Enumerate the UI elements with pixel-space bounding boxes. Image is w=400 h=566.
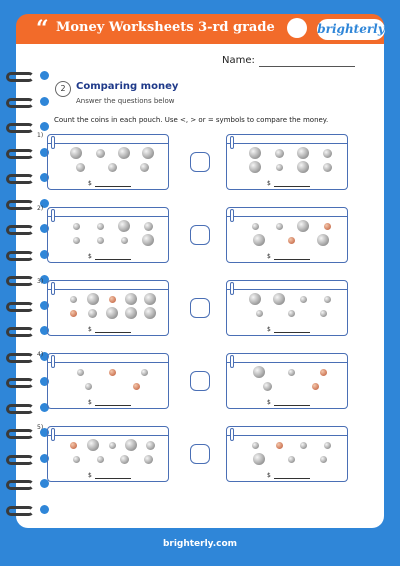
silver-coin-icon	[87, 439, 99, 451]
spiral-ring	[6, 506, 34, 516]
silver-coin-icon	[144, 222, 153, 231]
brighterly-logo: brighterly	[317, 19, 385, 40]
silver-coin-icon	[120, 455, 129, 464]
spiral-ring	[6, 251, 34, 261]
answer-line[interactable]	[274, 405, 310, 406]
silver-coin-icon	[118, 220, 130, 232]
binding-hole	[40, 505, 49, 514]
silver-coin-icon	[144, 307, 156, 319]
zipper-clip-icon	[230, 282, 234, 295]
binding-hole	[40, 122, 49, 131]
silver-coin-icon	[97, 237, 104, 244]
silver-coin-icon	[320, 310, 327, 317]
dollar-sign: $	[88, 472, 92, 479]
silver-coin-icon	[96, 149, 105, 158]
silver-coin-icon	[276, 223, 283, 230]
pouch-left	[47, 280, 169, 336]
silver-coin-icon	[252, 442, 259, 449]
zipper-clip-icon	[51, 136, 55, 149]
silver-coin-icon	[253, 234, 265, 246]
copper-coin-icon	[276, 442, 283, 449]
silver-coin-icon	[70, 296, 77, 303]
section-subtitle: Answer the questions below	[76, 97, 175, 105]
silver-coin-icon	[88, 309, 97, 318]
silver-coin-icon	[276, 164, 283, 171]
name-label: Name:	[222, 55, 255, 66]
zipper-clip-icon	[51, 428, 55, 441]
pouch-left	[47, 134, 169, 190]
spiral-ring	[6, 404, 34, 414]
zipper-clip-icon	[51, 355, 55, 368]
comparison-box[interactable]	[190, 298, 210, 318]
silver-coin-icon	[70, 147, 82, 159]
answer-line[interactable]	[274, 478, 310, 479]
spiral-ring	[6, 353, 34, 363]
answer-line[interactable]	[274, 186, 310, 187]
comparison-box[interactable]	[190, 444, 210, 464]
silver-coin-icon	[76, 163, 85, 172]
problem-number: 5)	[37, 424, 44, 431]
silver-coin-icon	[297, 147, 309, 159]
dollar-sign: $	[88, 253, 92, 260]
worksheet-title: Money Worksheets 3-rd grade	[56, 20, 275, 35]
silver-coin-icon	[125, 439, 137, 451]
step-number: 2	[55, 81, 71, 97]
silver-coin-icon	[118, 147, 130, 159]
silver-coin-icon	[77, 369, 84, 376]
spiral-ring	[6, 123, 34, 133]
pouch-left	[47, 207, 169, 263]
dollar-sign: $	[267, 253, 271, 260]
binding-hole	[40, 71, 49, 80]
pouch-left	[47, 353, 169, 409]
silver-coin-icon	[320, 456, 327, 463]
dollar-sign: $	[267, 180, 271, 187]
spiral-ring	[6, 455, 34, 465]
copper-coin-icon	[70, 442, 77, 449]
copper-coin-icon	[320, 369, 327, 376]
silver-coin-icon	[275, 149, 284, 158]
dollar-sign: $	[88, 326, 92, 333]
silver-coin-icon	[73, 456, 80, 463]
spiral-ring	[6, 429, 34, 439]
answer-line[interactable]	[95, 186, 131, 187]
header-circle-decoration	[287, 18, 307, 38]
pouch-right	[226, 426, 348, 482]
answer-line[interactable]	[95, 259, 131, 260]
spiral-ring	[6, 327, 34, 337]
silver-coin-icon	[252, 223, 259, 230]
silver-coin-icon	[253, 453, 265, 465]
comparison-box[interactable]	[190, 152, 210, 172]
silver-coin-icon	[121, 237, 128, 244]
silver-coin-icon	[97, 223, 104, 230]
silver-coin-icon	[106, 307, 118, 319]
spiral-ring	[6, 225, 34, 235]
silver-coin-icon	[253, 366, 265, 378]
problem-number: 2)	[37, 205, 44, 212]
comparison-box[interactable]	[190, 225, 210, 245]
silver-coin-icon	[273, 293, 285, 305]
silver-coin-icon	[144, 455, 153, 464]
silver-coin-icon	[85, 383, 92, 390]
silver-coin-icon	[263, 382, 272, 391]
binding-hole	[40, 97, 49, 106]
silver-coin-icon	[323, 149, 332, 158]
copper-coin-icon	[109, 369, 116, 376]
copper-coin-icon	[109, 296, 116, 303]
dollar-sign: $	[267, 399, 271, 406]
silver-coin-icon	[140, 163, 149, 172]
answer-line[interactable]	[274, 259, 310, 260]
dollar-sign: $	[267, 326, 271, 333]
spiral-ring	[6, 98, 34, 108]
spiral-ring	[6, 72, 34, 82]
pouch-left	[47, 426, 169, 482]
silver-coin-icon	[288, 456, 295, 463]
answer-line[interactable]	[95, 405, 131, 406]
spiral-ring	[6, 276, 34, 286]
spiral-ring	[6, 149, 34, 159]
zipper-clip-icon	[230, 209, 234, 222]
problem-number: 3)	[37, 278, 44, 285]
copper-coin-icon	[312, 383, 319, 390]
footer-url: brighterly.com	[162, 539, 238, 549]
copper-coin-icon	[133, 383, 140, 390]
silver-coin-icon	[324, 296, 331, 303]
pouch-right	[226, 207, 348, 263]
silver-coin-icon	[323, 163, 332, 172]
worksheet-header	[16, 14, 384, 44]
pouch-right	[226, 353, 348, 409]
zipper-clip-icon	[230, 136, 234, 149]
quote-mark-icon: “	[36, 16, 49, 42]
silver-coin-icon	[144, 293, 156, 305]
silver-coin-icon	[300, 296, 307, 303]
silver-coin-icon	[297, 220, 309, 232]
zipper-clip-icon	[51, 209, 55, 222]
problem-number: 1)	[37, 132, 44, 139]
section-title: Comparing money	[76, 81, 179, 92]
silver-coin-icon	[317, 234, 329, 246]
silver-coin-icon	[125, 307, 137, 319]
zipper-clip-icon	[51, 282, 55, 295]
silver-coin-icon	[73, 223, 80, 230]
silver-coin-icon	[256, 310, 263, 317]
copper-coin-icon	[70, 310, 77, 317]
silver-coin-icon	[249, 147, 261, 159]
spiral-ring	[6, 480, 34, 490]
silver-coin-icon	[125, 293, 137, 305]
spiral-ring	[6, 378, 34, 388]
name-line	[259, 66, 355, 67]
silver-coin-icon	[146, 441, 155, 450]
silver-coin-icon	[324, 442, 331, 449]
copper-coin-icon	[324, 223, 331, 230]
silver-coin-icon	[249, 161, 261, 173]
zipper-clip-icon	[230, 355, 234, 368]
silver-coin-icon	[109, 442, 116, 449]
silver-coin-icon	[288, 369, 295, 376]
silver-coin-icon	[97, 456, 104, 463]
dollar-sign: $	[88, 399, 92, 406]
answer-line[interactable]	[274, 332, 310, 333]
silver-coin-icon	[249, 293, 261, 305]
copper-coin-icon	[288, 237, 295, 244]
silver-coin-icon	[142, 147, 154, 159]
answer-line[interactable]	[95, 478, 131, 479]
spiral-ring	[6, 200, 34, 210]
silver-coin-icon	[142, 234, 154, 246]
zipper-clip-icon	[230, 428, 234, 441]
pouch-right	[226, 280, 348, 336]
worksheet-page	[16, 44, 384, 528]
spiral-ring	[6, 174, 34, 184]
answer-line[interactable]	[95, 332, 131, 333]
silver-coin-icon	[108, 163, 117, 172]
problem-number: 4)	[37, 351, 44, 358]
silver-coin-icon	[87, 293, 99, 305]
silver-coin-icon	[300, 442, 307, 449]
pouch-right	[226, 134, 348, 190]
instruction-text: Count the coins in each pouch. Use <, > or = symbols to compare the money.	[54, 116, 329, 124]
spiral-ring	[6, 302, 34, 312]
comparison-box[interactable]	[190, 371, 210, 391]
silver-coin-icon	[73, 237, 80, 244]
dollar-sign: $	[267, 472, 271, 479]
silver-coin-icon	[141, 369, 148, 376]
silver-coin-icon	[297, 161, 309, 173]
dollar-sign: $	[88, 180, 92, 187]
silver-coin-icon	[288, 310, 295, 317]
